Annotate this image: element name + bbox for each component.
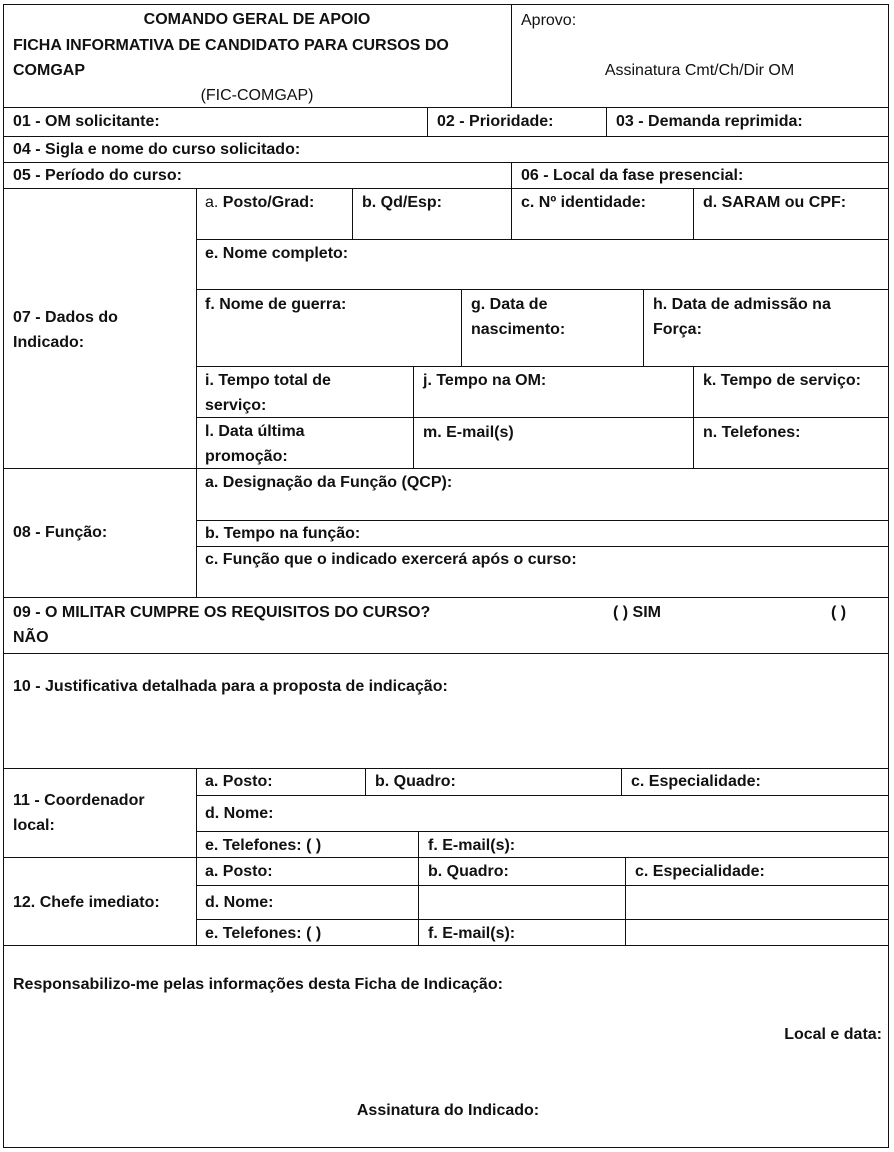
column-divider (352, 188, 353, 239)
column-divider (621, 768, 622, 795)
chief-quadro-field[interactable]: b. Quadro: (428, 863, 509, 880)
form-border-left (3, 4, 4, 1147)
column-divider (693, 366, 694, 468)
war-name-field[interactable]: f. Nome de guerra: (205, 296, 347, 313)
column-divider (196, 768, 197, 945)
requirements-question: 09 - O MILITAR CUMPRE OS REQUISITOS DO CURSO? (13, 604, 431, 621)
course-location-field[interactable]: 06 - Local da fase presencial: (521, 167, 744, 184)
row-divider (196, 366, 889, 367)
service-time-field[interactable]: k. Tempo de serviço: (703, 372, 861, 389)
candidate-signature-field[interactable]: Assinatura do Indicado: (356, 1102, 540, 1119)
coordinator-name-field[interactable]: d. Nome: (205, 805, 274, 822)
form-border-top (3, 4, 889, 5)
column-divider (643, 289, 644, 366)
column-divider (418, 857, 419, 945)
chief-email-field[interactable]: f. E-mail(s): (428, 925, 516, 942)
posto-grad-field[interactable] (205, 190, 314, 215)
posto-grad-letter: a. (205, 194, 219, 211)
row-divider (196, 885, 889, 886)
chief-posto-field[interactable]: a. Posto: (205, 863, 273, 880)
total-service-field[interactable]: i. Tempo total de serviço: (205, 372, 331, 414)
phones-field[interactable]: n. Telefones: (703, 424, 801, 441)
row-divider (196, 289, 889, 290)
admission-date-field[interactable]: h. Data de admissão na Força: (653, 296, 831, 338)
form-title-continued: COMGAP (13, 62, 85, 79)
form-border-right (888, 4, 889, 1147)
column-divider (427, 107, 428, 136)
column-divider (365, 768, 366, 795)
priority-field[interactable]: 02 - Prioridade: (437, 113, 554, 130)
coordinator-specialty-field[interactable]: c. Especialidade: (631, 773, 761, 790)
place-date-field[interactable]: Local e data: (784, 1026, 882, 1043)
column-divider (511, 188, 512, 239)
birth-date-field[interactable]: g. Data de nascimento: (471, 296, 566, 338)
form-title: FICHA INFORMATIVA DE CANDIDATO PARA CURSOS DO (13, 37, 449, 54)
course-period-field[interactable]: 05 - Período do curso: (13, 167, 182, 184)
responsibility-statement: Responsabilizo-me pelas informações desta Ficha de Indicação: (13, 976, 503, 993)
commander-signature-label: Assinatura Cmt/Ch/Dir OM (604, 62, 795, 79)
row-divider (3, 597, 889, 598)
identity-field[interactable]: c. Nº identidade: (521, 194, 646, 211)
column-divider (606, 107, 607, 136)
requirements-no-checkbox[interactable]: ( ) (831, 604, 847, 621)
approve-label: Aprovo: (521, 12, 577, 29)
requirements-no-label: NÃO (13, 629, 49, 646)
qd-esp-field[interactable]: b. Qd/Esp: (362, 194, 442, 211)
column-divider (413, 366, 414, 468)
row-divider (196, 919, 889, 920)
posto-grad-label: Posto/Grad: (222, 194, 315, 211)
chief-name-field[interactable]: d. Nome: (205, 894, 274, 911)
future-function-field[interactable]: c. Função que o indicado exercerá após o curso: (205, 551, 577, 568)
org-title: COMANDO GERAL DE APOIO (143, 11, 371, 28)
email-field[interactable]: m. E-mail(s) (423, 424, 514, 441)
section-12-title: 12. Chefe imediato: (13, 894, 160, 911)
coordinator-email-field[interactable]: f. E-mail(s): (428, 837, 516, 854)
chief-phones-field[interactable]: e. Telefones: ( ) (205, 925, 322, 942)
row-divider (3, 468, 889, 469)
column-divider (511, 162, 512, 188)
requirements-yes-option[interactable]: ( ) SIM (613, 604, 661, 621)
coordinator-phones-field[interactable]: e. Telefones: ( ) (205, 837, 322, 854)
demand-field[interactable]: 03 - Demanda reprimida: (616, 113, 803, 130)
coordinator-posto-field[interactable]: a. Posto: (205, 773, 273, 790)
justification-field[interactable]: 10 - Justificativa detalhada para a proposta de indicação: (13, 678, 448, 695)
form-border-bottom (3, 1147, 889, 1148)
coordinator-quadro-field[interactable]: b. Quadro: (375, 773, 456, 790)
row-divider (196, 795, 889, 796)
column-divider (511, 4, 512, 107)
row-divider (196, 831, 889, 832)
function-designation-field[interactable]: a. Designação da Função (QCP): (205, 474, 453, 491)
time-om-field[interactable]: j. Tempo na OM: (423, 372, 547, 389)
row-divider (3, 188, 889, 189)
form-code: (FIC-COMGAP) (200, 87, 314, 104)
column-divider (196, 188, 197, 597)
section-11-title: 11 - Coordenador local: (13, 792, 145, 834)
row-divider (3, 653, 889, 654)
row-divider (196, 239, 889, 240)
section-08-title: 08 - Função: (13, 524, 108, 541)
column-divider (418, 831, 419, 857)
column-divider (625, 857, 626, 945)
section-07-title: 07 - Dados do Indicado: (13, 309, 118, 351)
time-in-function-field[interactable]: b. Tempo na função: (205, 525, 361, 542)
last-promotion-field[interactable]: l. Data última promoção: (205, 423, 305, 465)
chief-specialty-field[interactable]: c. Especialidade: (635, 863, 765, 880)
full-name-field[interactable]: e. Nome completo: (205, 245, 349, 262)
column-divider (693, 188, 694, 239)
course-name-field[interactable]: 04 - Sigla e nome do curso solicitado: (13, 141, 301, 158)
om-field[interactable]: 01 - OM solicitante: (13, 113, 160, 130)
column-divider (461, 289, 462, 366)
saram-cpf-field[interactable]: d. SARAM ou CPF: (703, 194, 847, 211)
